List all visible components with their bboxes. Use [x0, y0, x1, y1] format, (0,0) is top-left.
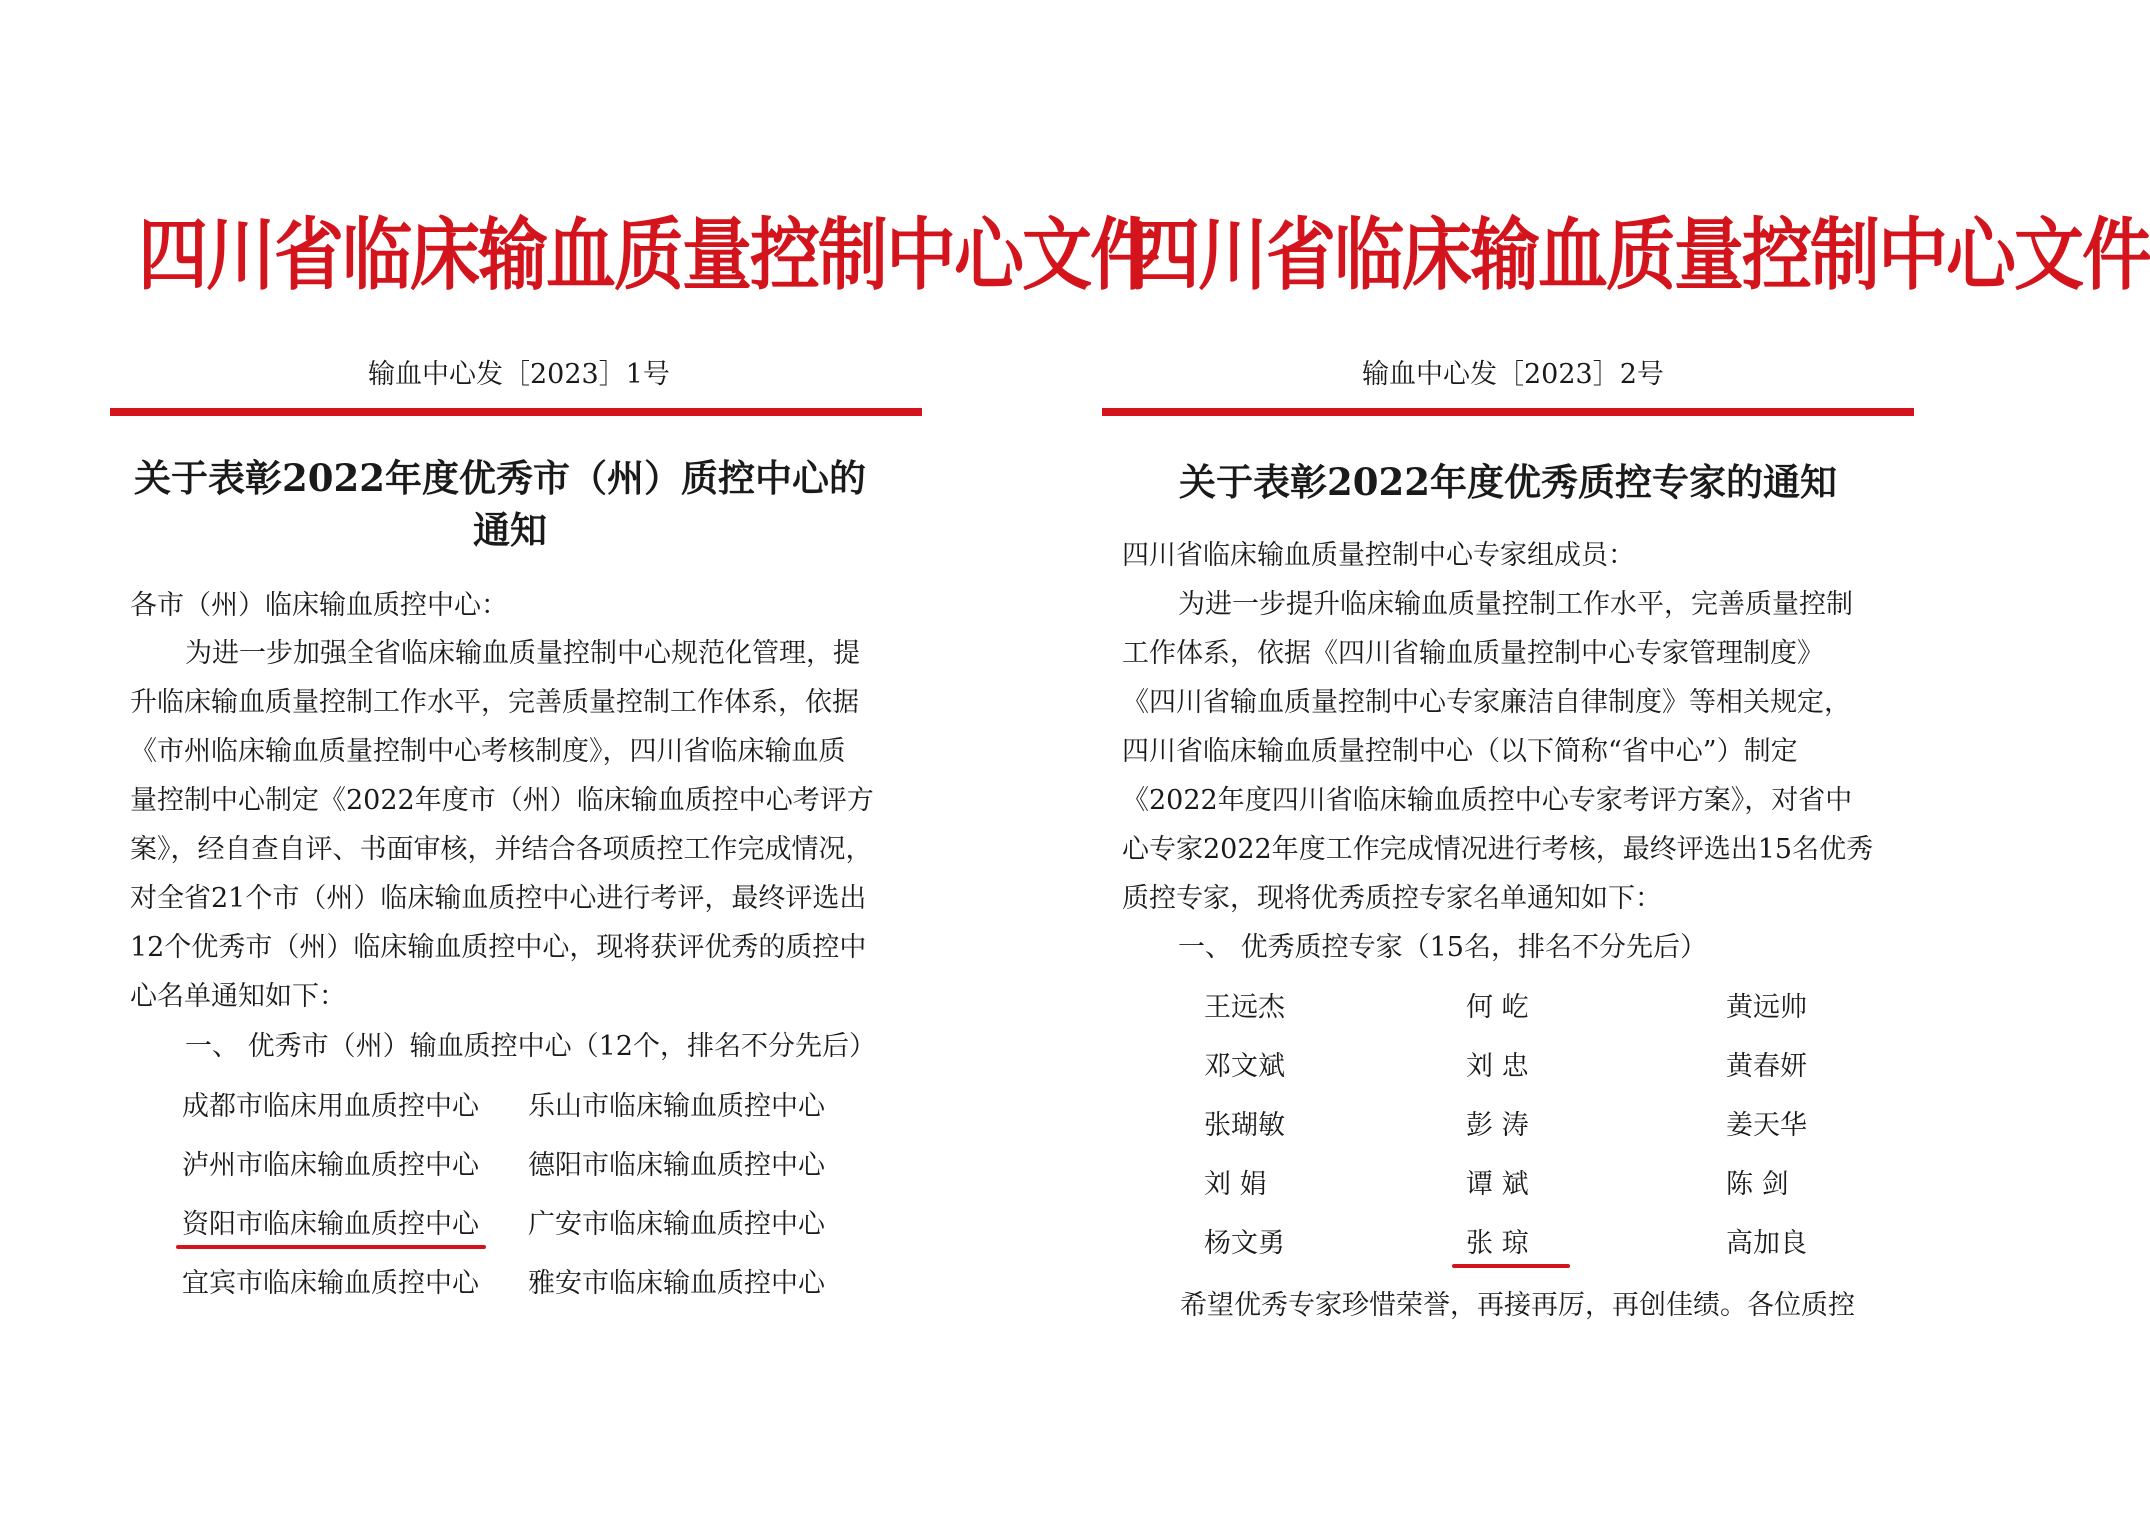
expert-name-highlighted: 张 琼: [1466, 1228, 1529, 1259]
expert-name: 杨文勇: [1204, 1228, 1285, 1259]
body-line: 量控制中心制定《2022年度市（州）临床输血质控中心考评方: [130, 785, 874, 816]
notice-title: 关于表彰2022年度优秀质控专家的通知: [1179, 460, 1837, 504]
body-line: 质控专家，现将优秀质控专家名单通知如下：: [1122, 883, 1662, 914]
body-line: 为进一步加强全省临床输血质量控制中心规范化管理，提: [185, 638, 860, 669]
expert-name: 姜天华: [1726, 1110, 1807, 1141]
letterhead-title: 四川省临床输血质量控制中心文件: [138, 209, 1158, 301]
red-underline-mark: [176, 1245, 486, 1249]
expert-name: 刘 娟: [1204, 1169, 1267, 1200]
salutation: 各市（州）临床输血质控中心：: [130, 590, 508, 621]
center-name: 乐山市临床输血质控中心: [528, 1091, 825, 1122]
body-line: 《2022年度四川省临床输血质控中心专家考评方案》，对省中: [1122, 785, 1853, 816]
closing-line: 希望优秀专家珍惜荣誉，再接再厉，再创佳绩。各位质控: [1180, 1290, 1855, 1321]
body-line: 为进一步提升临床输血质量控制工作水平，完善质量控制: [1178, 589, 1853, 620]
center-name: 德阳市临床输血质控中心: [528, 1150, 825, 1181]
document-number: 输血中心发［2023］1号: [368, 359, 670, 390]
letterhead-title: 四川省临床输血质量控制中心文件: [1130, 209, 2150, 301]
body-line: 四川省临床输血质量控制中心（以下简称“省中心”）制定: [1122, 736, 1798, 767]
center-name: 泸州市临床输血质控中心: [182, 1150, 479, 1181]
expert-name: 高加良: [1726, 1228, 1807, 1259]
body-line: 案》，经自查自评、书面审核，并结合各项质控工作完成情况，: [130, 834, 873, 865]
expert-name: 邓文斌: [1204, 1051, 1285, 1082]
body-line: 工作体系，依据《四川省输血质量控制中心专家管理制度》: [1122, 638, 1824, 669]
section-heading: 一、 优秀质控专家（15名，排名不分先后）: [1178, 932, 1707, 963]
notice-title-line-1: 关于表彰2022年度优秀市（州）质控中心的: [134, 456, 866, 500]
expert-name: 陈 剑: [1726, 1169, 1789, 1200]
expert-name: 黄远帅: [1726, 992, 1807, 1023]
body-line: 心专家2022年度工作完成情况进行考核，最终评选出15名优秀: [1122, 834, 1874, 865]
expert-name: 黄春妍: [1726, 1051, 1807, 1082]
section-heading: 一、 优秀市（州）输血质控中心（12个，排名不分先后）: [185, 1031, 876, 1062]
red-divider: [1102, 408, 1914, 416]
document-number: 输血中心发［2023］2号: [1362, 359, 1664, 390]
center-name: 广安市临床输血质控中心: [528, 1209, 825, 1240]
body-line: 对全省21个市（州）临床输血质控中心进行考评，最终评选出: [130, 883, 867, 914]
expert-name: 张瑚敏: [1204, 1110, 1285, 1141]
center-name: 成都市临床用血质控中心: [182, 1091, 479, 1122]
body-line: 12个优秀市（州）临床输血质控中心，现将获评优秀的质控中: [130, 932, 867, 963]
expert-name: 彭 涛: [1466, 1110, 1529, 1141]
expert-name: 王远杰: [1204, 992, 1285, 1023]
salutation: 四川省临床输血质量控制中心专家组成员：: [1122, 540, 1635, 571]
center-name: 宜宾市临床输血质控中心: [182, 1268, 479, 1299]
red-underline-mark: [1452, 1264, 1570, 1268]
body-line: 升临床输血质量控制工作水平，完善质量控制工作体系，依据: [130, 687, 859, 718]
body-line: 《四川省输血质量控制中心专家廉洁自律制度》等相关规定，: [1122, 687, 1851, 718]
body-line: 《市州临床输血质量控制中心考核制度》，四川省临床输血质: [130, 736, 846, 767]
body-line: 心名单通知如下：: [130, 981, 346, 1012]
notice-title-line-2: 通知: [473, 508, 547, 552]
red-divider: [110, 408, 922, 416]
center-name: 雅安市临床输血质控中心: [528, 1268, 825, 1299]
expert-name: 谭 斌: [1466, 1169, 1529, 1200]
expert-name: 何 屹: [1466, 992, 1529, 1023]
center-name-highlighted: 资阳市临床输血质控中心: [182, 1209, 479, 1240]
expert-name: 刘 忠: [1466, 1051, 1529, 1082]
document-page-right: [1000, 0, 2150, 1520]
